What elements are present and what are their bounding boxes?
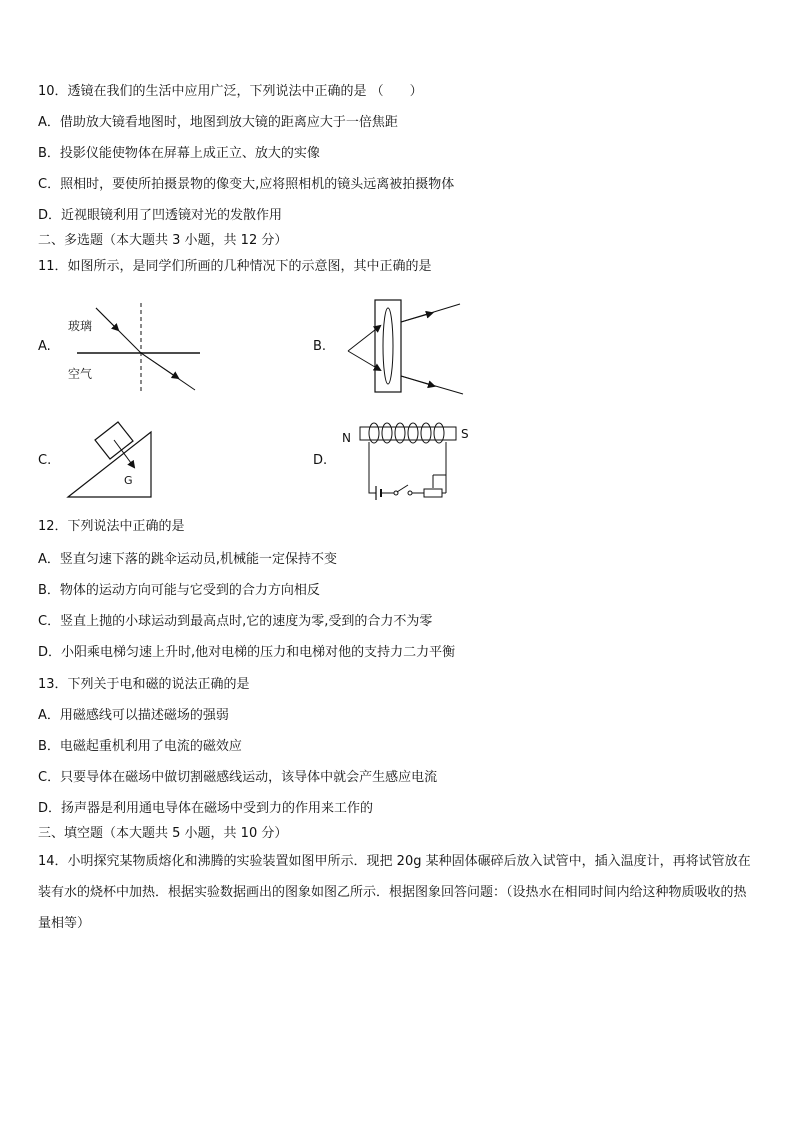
q11-figure-a-refraction xyxy=(60,300,210,395)
q14-stem: 14．小明探究某物质熔化和沸腾的实验装置如图甲所示．现把 20g 某种固体碾碎后放入试管中，插入温度计，再将试管放在装有水的烧杯中加热．根据实验数据画出的图象如图乙所示．根据图象回答问题：（设热水在相同时间内给这种物质吸收的热量相等） xyxy=(38,854,751,931)
q13-option-a: A．用磁感线可以描述磁场的强弱 xyxy=(38,708,229,723)
q12-stem: 12．下列说法中正确的是 xyxy=(38,519,185,534)
section-multiple-choice-heading: 二、多选题（本大题共 3 小题，共 12 分） xyxy=(38,233,288,248)
section-fill-in-heading: 三、填空题（本大题共 5 小题，共 10 分） xyxy=(38,826,288,841)
q11-label-a: A. xyxy=(38,339,51,354)
q13-option-c: C．只要导体在磁场中做切割磁感线运动，该导体中就会产生感应电流 xyxy=(38,770,438,785)
q10-stem: 10．透镜在我们的生活中应用广泛，下列说法中正确的是 （ ） xyxy=(38,84,423,99)
incident-arrow xyxy=(96,308,118,330)
switch-lever xyxy=(397,485,408,492)
lens-frame xyxy=(375,300,401,392)
q11-label-d: D. xyxy=(313,453,328,468)
q11-stem: 11．如图所示，是同学们所画的几种情况下的示意图，其中正确的是 xyxy=(38,259,432,274)
q12-option-c: C．竖直上抛的小球运动到最高点时,它的速度为零,受到的合力不为零 xyxy=(38,614,433,629)
label-air: 空气 xyxy=(68,367,93,381)
switch-contact xyxy=(408,491,412,495)
q11-figure-d-electromagnet xyxy=(336,415,476,503)
gravity-label: G xyxy=(124,474,133,487)
q12-option-a: A．竖直匀速下落的跳伞运动员,机械能一定保持不变 xyxy=(38,552,338,567)
q10-option-a: A．借助放大镜看地图时，地图到放大镜的距离应大于一倍焦距 xyxy=(38,115,398,130)
ray-upper-arrow xyxy=(401,313,432,322)
lens-icon xyxy=(383,308,393,384)
refracted-arrow xyxy=(141,353,178,378)
q10-option-b: B．投影仪能使物体在屏幕上成正立、放大的实像 xyxy=(38,146,320,161)
q13-stem: 13．下列关于电和磁的说法正确的是 xyxy=(38,677,250,692)
q10-option-c: C．照相时，要使所拍摄景物的像变大,应将照相机的镜头远离被拍摄物体 xyxy=(38,177,455,192)
q12-option-b: B．物体的运动方向可能与它受到的合力方向相反 xyxy=(38,583,320,598)
label-glass: 玻璃 xyxy=(68,319,93,333)
south-pole-label: S xyxy=(461,427,469,441)
q13-option-d: D．扬声器是利用通电导体在磁场中受到力的作用来工作的 xyxy=(38,801,374,816)
q10-option-d: D．近视眼镜利用了凹透镜对光的发散作用 xyxy=(38,208,283,223)
rheostat xyxy=(424,489,442,497)
q11-figure-b-lens xyxy=(338,296,468,396)
ray-lower-arrow xyxy=(401,376,434,386)
q11-label-b: B. xyxy=(313,339,327,354)
q11-label-c: C. xyxy=(38,453,52,468)
wire-left xyxy=(369,442,376,493)
q13-option-b: B．电磁起重机利用了电流的磁效应 xyxy=(38,739,242,754)
north-pole-label: N xyxy=(342,431,351,445)
q11-figure-c-incline xyxy=(64,420,160,500)
q12-option-d: D．小阳乘电梯匀速上升时,他对电梯的压力和电梯对他的支持力二力平衡 xyxy=(38,645,456,660)
